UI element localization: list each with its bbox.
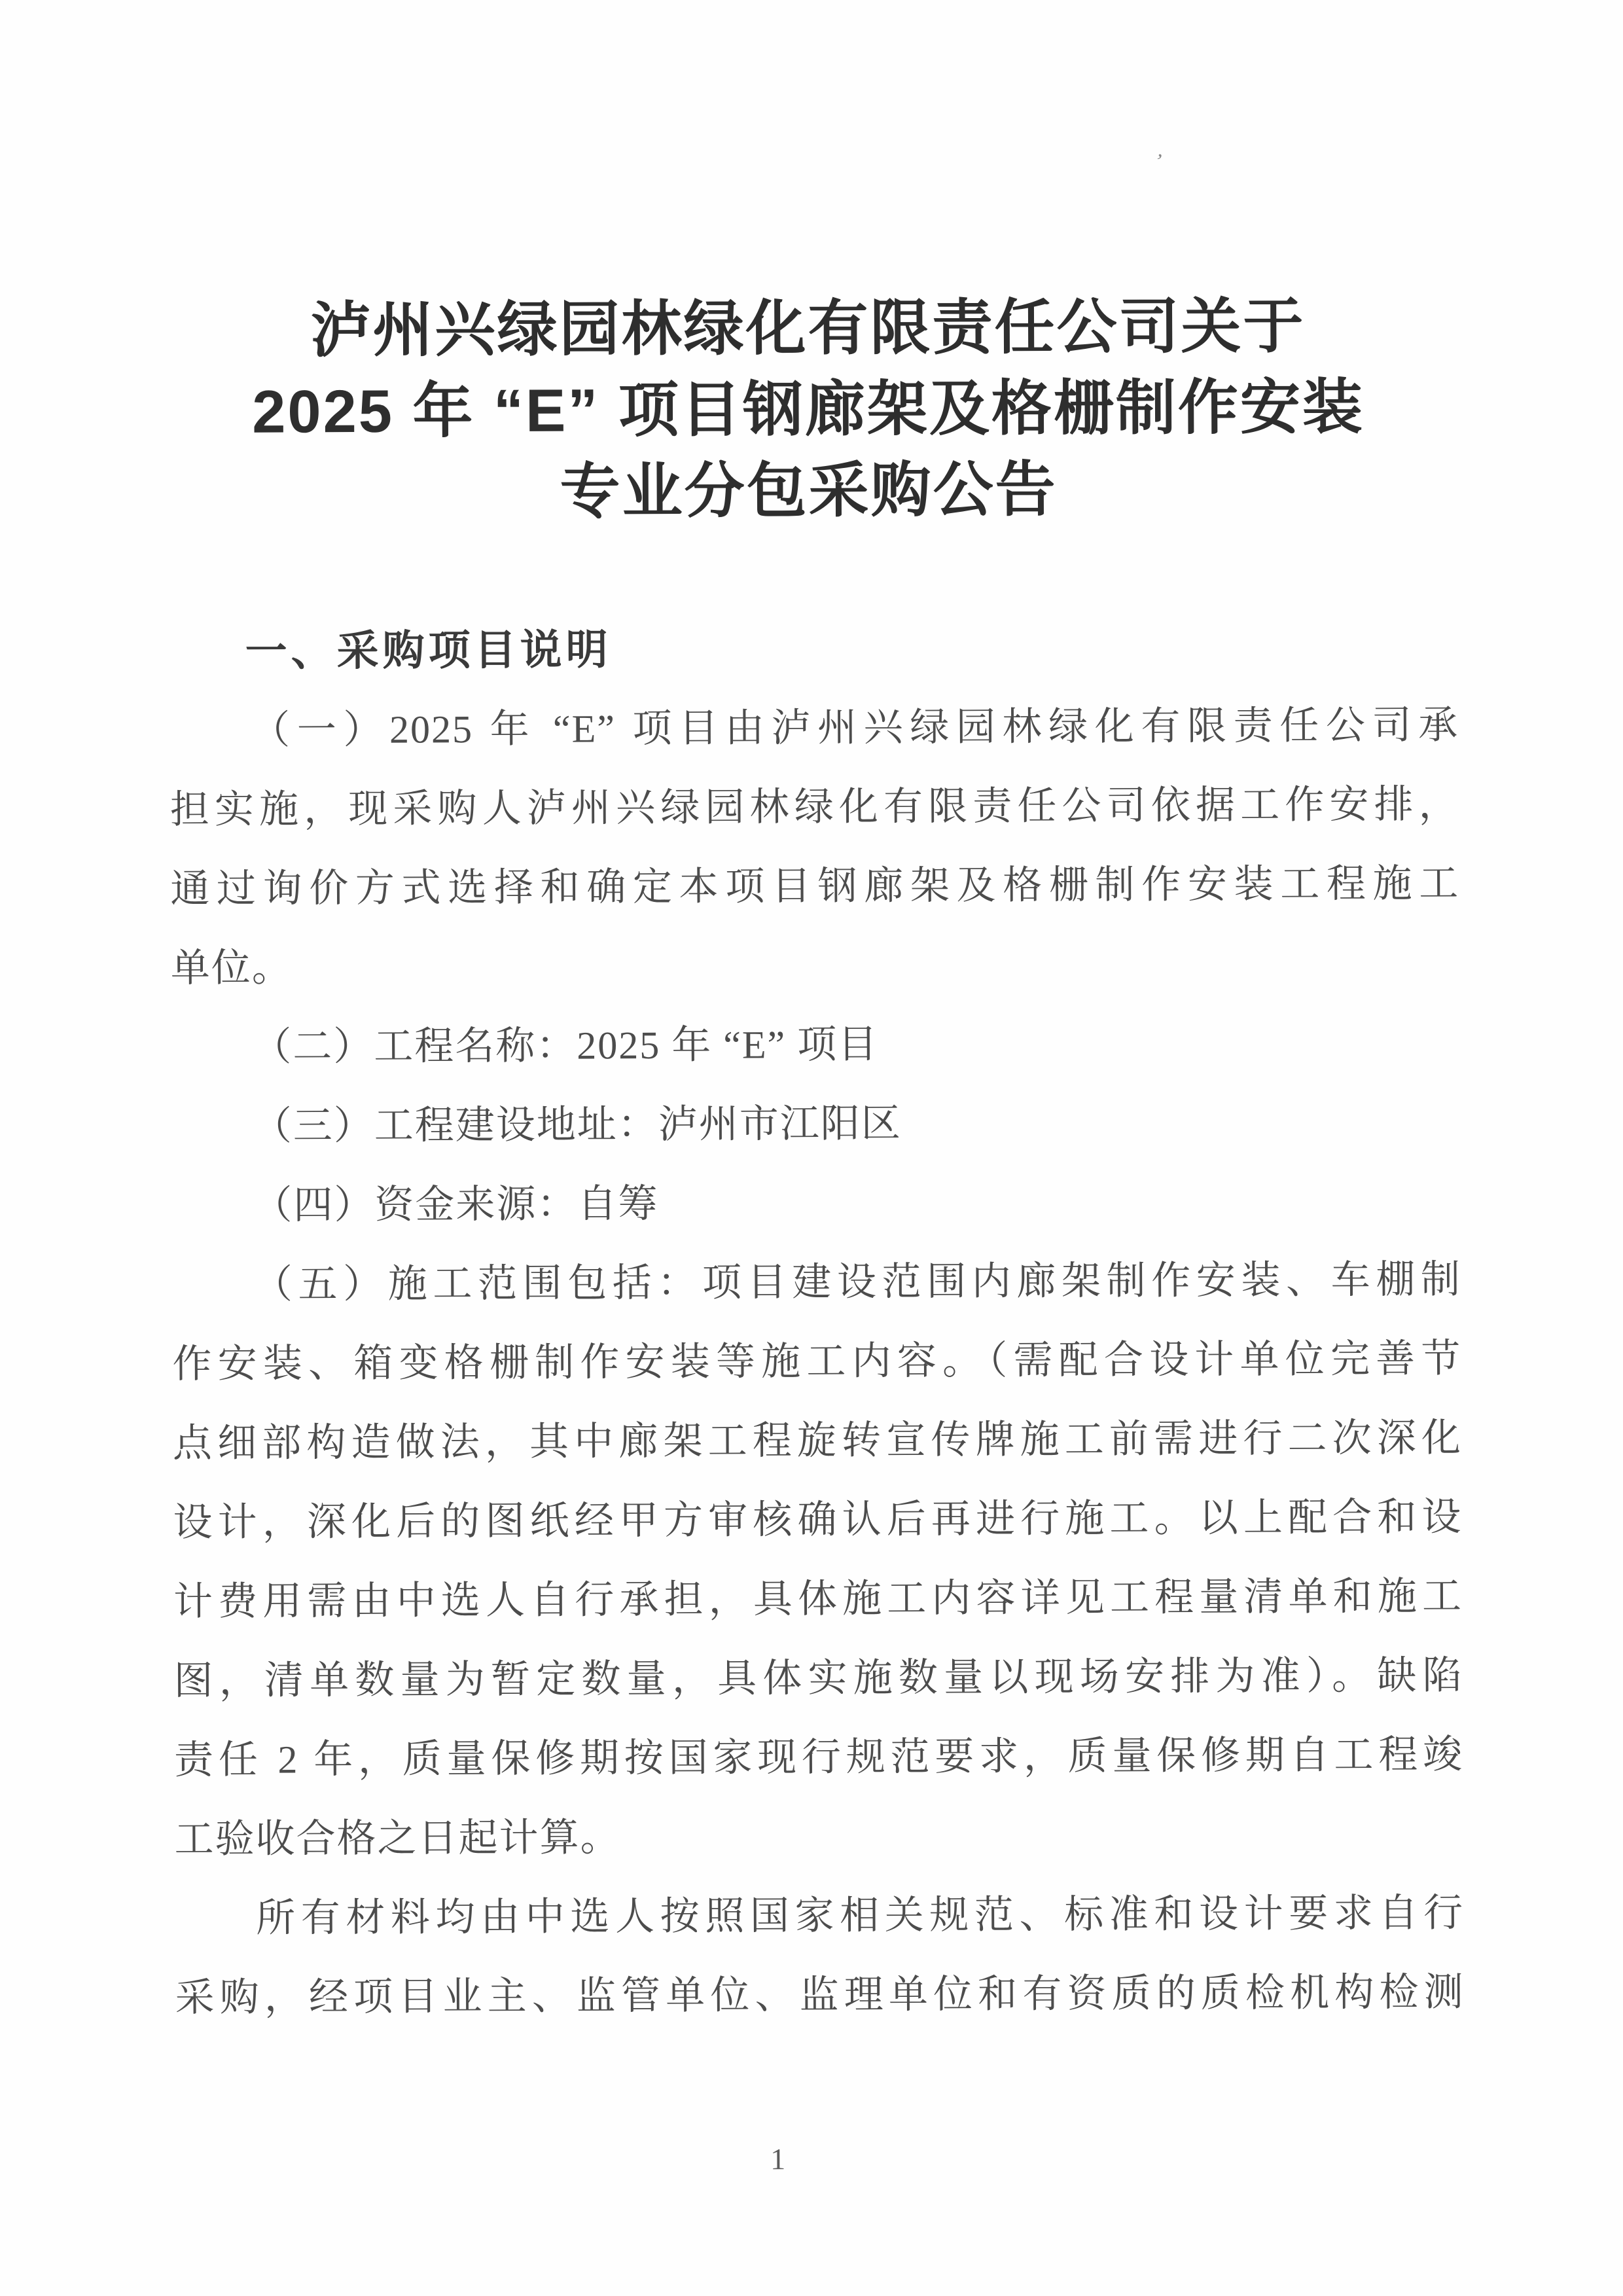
body-line-9: 作安装、箱变格栅制作安装等施工内容。（需配合设计单位完善节	[172, 1336, 1462, 1386]
body-line-3: 通过询价方式选择和确定本项目钢廊架及格栅制作安装工程施工	[170, 861, 1460, 911]
scan-artifact-mark: ’	[1152, 148, 1165, 173]
body-line-1: （一）2025 年 “E” 项目由泸州兴绿园林绿化有限责任公司承	[251, 703, 1459, 752]
body-line-10: 点细部构造做法，其中廊架工程旋转宣传牌施工前需进行二次深化	[172, 1416, 1463, 1465]
document-title-line-2: 2025 年 “E” 项目钢廊架及格栅制作安装	[252, 374, 1365, 446]
document-body	[169, 607, 1464, 2038]
body-line-6: （三）工程建设地址：泸州市江阳区	[252, 1102, 902, 1148]
page-number: 1	[770, 2142, 786, 2176]
body-line-15: 工验收合格之日起计算。	[174, 1816, 621, 1861]
body-line-12: 计费用需由中选人自行承担，具体施工内容详见工程量清单和施工	[173, 1574, 1463, 1624]
body-line-16: 所有材料均由中选人按照国家相关规范、标准和设计要求自行	[255, 1891, 1465, 1940]
body-line-5: （二）工程名称：2025 年 “E” 项目	[252, 1022, 879, 1069]
body-line-17: 采购，经项目业主、监管单位、监理单位和有资质的质检机构检测	[175, 1970, 1465, 2020]
document-title	[0, 285, 1620, 535]
body-line-8: （五）施工范围包括：项目建设范围内廊架制作安装、车棚制	[253, 1257, 1462, 1306]
body-line-13: 图，清单数量为暂定数量，具体实施数量以现场安排为准）。缺陷	[173, 1653, 1463, 1703]
body-line-2: 担实施，现采购人泸州兴绿园林绿化有限责任公司依据工作安排，	[169, 782, 1459, 832]
section-heading: 一、采购项目说明	[245, 626, 612, 675]
body-line-4: 单位。	[170, 946, 293, 990]
body-line-14: 责任 2 年，质量保修期按国家现行规范要求，质量保修期自工程竣	[173, 1732, 1464, 1782]
body-line-11: 设计，深化后的图纸经甲方审核确认后再进行施工。以上配合和设	[173, 1495, 1463, 1545]
document-title-line-3: 专业分包采购公告	[560, 456, 1058, 526]
body-line-7: （四）资金来源：自筹	[253, 1182, 659, 1227]
document-title-line-1: 泸州兴绿园林绿化有限责任公司关于	[310, 293, 1306, 365]
